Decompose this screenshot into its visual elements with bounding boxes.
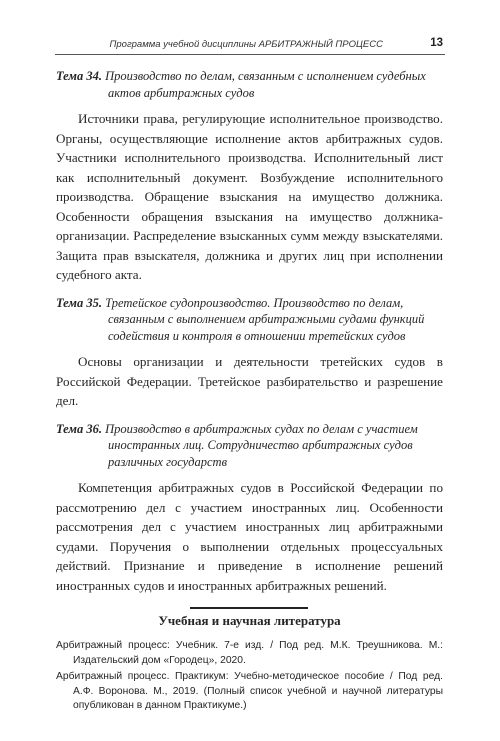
running-title: Программа учебной дисциплины АРБИТРАЖНЫЙ ПРОЦЕСС xyxy=(109,39,383,50)
topic-heading xyxy=(56,295,443,345)
topic-heading xyxy=(56,68,443,101)
page-number: 13 xyxy=(430,37,443,49)
topic-body: Источники права, регулирующие исполнительное производство. Органы, осуществляющие исполнение актов арбитражных судов. Участники исполнительного производства. Исполнительный лист как исполнительный документ. Возбуждение исполнительного производства. Обращение взыскания на имущество должника. Особенности обращения взыскания на имущество должника-организации. Распределение взысканных сумм между взыскателями. Защита прав взыскателя, должника и других лиц при исполнении судебного акта. xyxy=(56,111,443,282)
literature-heading: Учебная и научная литература xyxy=(158,613,341,628)
topic-title: Производство по делам, связанным с исполнением судебных актов арбитражных судов xyxy=(105,69,426,100)
topic-label: Тема 35. xyxy=(56,295,102,310)
topic-heading xyxy=(56,421,443,471)
main-content xyxy=(56,68,443,716)
literature-item: Арбитражный процесс: Учебник. 7-е изд. / Под ред. М.К. Треушникова. М.: Издательский дом «Городец», 2020. xyxy=(56,640,443,666)
topic-body: Компетенция арбитражных судов в Российской Федерации по рассмотрению дел с участием иностранных лиц. Особенности рассмотрения дел с участием иностранных лиц арбитражными судами. Поручения о выполнении отдельных процессуальных действий. Признание и приведение в исполнение решений иностранных судов и иностранных арбитражных решений. xyxy=(56,480,443,593)
page-header xyxy=(55,36,445,55)
topic-label: Тема 34. xyxy=(56,69,102,83)
topic-label: Тема 36. xyxy=(56,421,102,436)
topic-title: Производство в арбитражных судах по делам с участием иностранных лиц. Сотрудничество арбитражных судов различных государств xyxy=(105,421,418,469)
end-divider xyxy=(190,607,308,609)
literature-item: Арбитражный процесс. Практикум: Учебно-методическое пособие / Под ред. А.Ф. Воронова. М., 2019. (Полный список учебной и научной литературы опубликован в данном Практикуме.) xyxy=(56,671,443,712)
topic-title: Третейское судопроизводство. Производство по делам, связанным с выполнением арбитражными судами функций содействия и контроля в отношении третейских судов xyxy=(105,295,425,343)
topic-body: Основы организации и деятельности третейских судов в Российской Федерации. Третейское разбирательство и разрешение дел. xyxy=(56,354,443,408)
